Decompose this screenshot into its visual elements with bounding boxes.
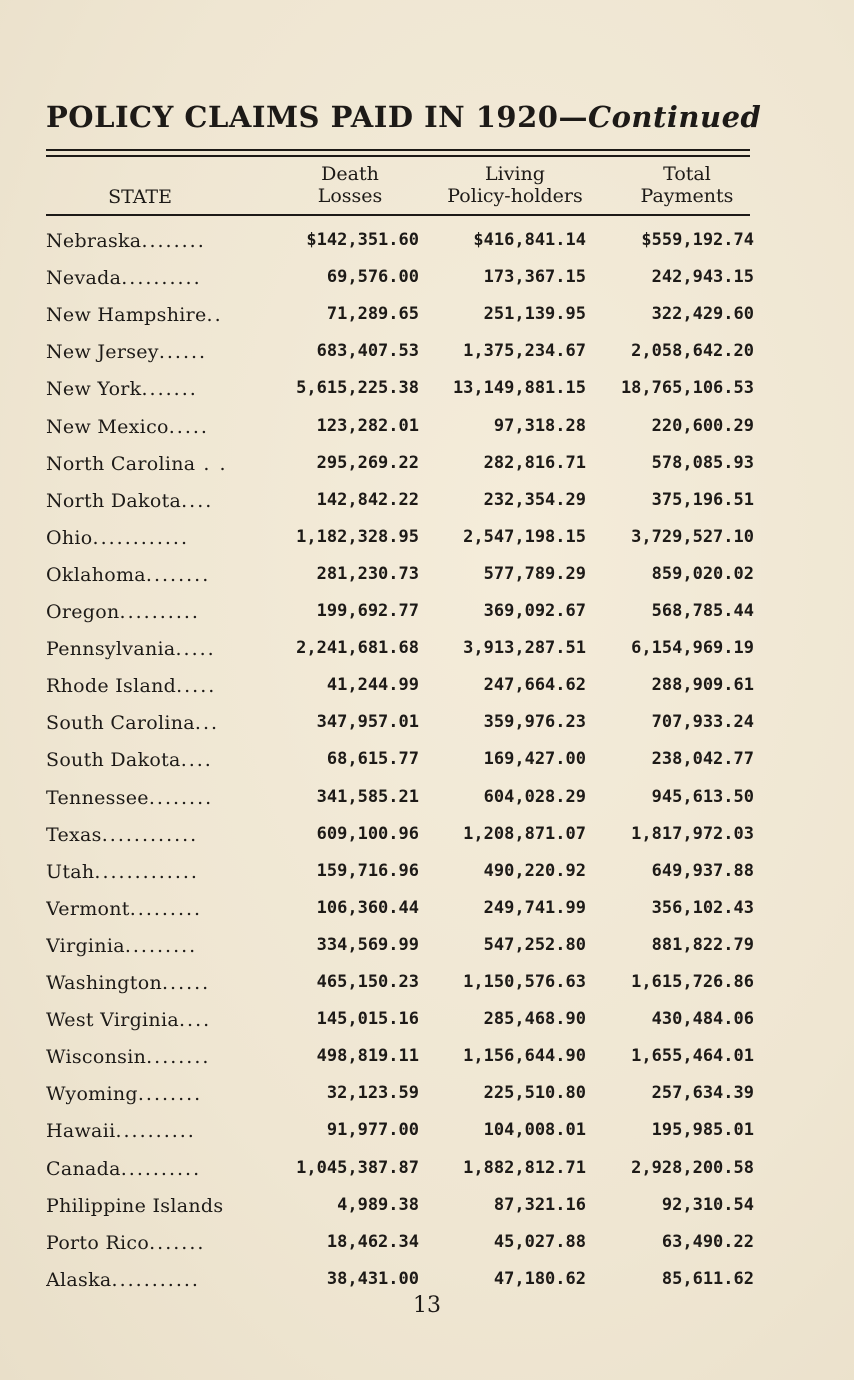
table-row (46, 1232, 758, 1262)
table-row (46, 898, 758, 928)
state-cell (46, 490, 256, 512)
total-payments-cell: 881,822.79 (651, 935, 754, 955)
living-policyholders-cell: 251,139.95 (483, 304, 586, 324)
state-cell (46, 972, 256, 994)
living-policyholders-cell: 232,354.29 (483, 490, 586, 510)
title-main: POLICY CLAIMS PAID IN 1920 (46, 100, 559, 134)
living-policyholders-cell: 3,913,287.51 (463, 638, 586, 658)
state-name: Alaska (46, 1269, 112, 1291)
total-payments-cell: 945,613.50 (651, 787, 754, 807)
state-cell (46, 378, 256, 400)
leader-dots: ......... (129, 898, 203, 920)
state-cell (46, 1158, 256, 1180)
death-losses-cell: 159,716.96 (316, 861, 419, 881)
total-payments-cell: 568,785.44 (651, 601, 754, 621)
total-payments-cell: 6,154,969.19 (631, 638, 754, 658)
living-policyholders-cell: 45,027.88 (493, 1232, 586, 1252)
leader-dots: ........ (141, 230, 206, 252)
death-losses-cell: 32,123.59 (326, 1083, 419, 1103)
state-name: Rhode Island (46, 675, 177, 697)
state-cell (46, 1120, 256, 1142)
total-payments-cell: 257,634.39 (651, 1083, 754, 1103)
header-rule-top-2 (46, 155, 750, 157)
living-policyholders-cell: 490,220.92 (483, 861, 586, 881)
leader-dots: .... (178, 1009, 212, 1031)
total-payments-cell: 220,600.29 (651, 416, 754, 436)
living-policyholders-cell: 369,092.67 (483, 601, 586, 621)
state-name: Oklahoma (46, 564, 146, 586)
table-row (46, 230, 758, 260)
total-payments-cell: 85,611.62 (661, 1269, 754, 1289)
death-losses-cell: 91,977.00 (326, 1120, 419, 1140)
leader-dots: ....... (141, 378, 198, 400)
table-row (46, 490, 758, 520)
table-row (46, 861, 758, 891)
table-row (46, 787, 758, 817)
death-losses-cell: 334,569.99 (316, 935, 419, 955)
living-policyholders-cell: 47,180.62 (493, 1269, 586, 1289)
state-name: Pennsylvania (46, 638, 176, 660)
leader-dots: ... (194, 712, 220, 734)
state-name: New Mexico (46, 416, 169, 438)
living-policyholders-cell: 1,882,812.71 (463, 1158, 586, 1178)
total-payments-cell: 859,020.02 (651, 564, 754, 584)
total-payments-cell: 356,102.43 (651, 898, 754, 918)
leader-dots: ........ (145, 564, 211, 586)
table-row (46, 453, 758, 483)
table-row (46, 267, 758, 297)
state-cell (46, 935, 256, 957)
living-policyholders-cell: 1,156,644.90 (463, 1046, 586, 1066)
living-policyholders-cell: 104,008.01 (483, 1120, 586, 1140)
state-cell (46, 861, 256, 883)
table-row (46, 1083, 758, 1113)
leader-dots: ...... (158, 341, 208, 363)
total-payments-cell: 2,058,642.20 (631, 341, 754, 361)
page-number: 13 (413, 1293, 441, 1318)
leader-dots: ........ (137, 1083, 203, 1105)
state-name: Virginia (46, 935, 125, 957)
header-total-payments (612, 163, 762, 207)
total-payments-cell: 92,310.54 (661, 1195, 754, 1215)
table-row (46, 972, 758, 1002)
table-row (46, 712, 758, 742)
death-losses-cell: 1,045,387.87 (296, 1158, 419, 1178)
leader-dots: ......... (124, 935, 198, 957)
leader-dots: ....... (149, 1232, 206, 1254)
state-name: West Virginia (46, 1009, 179, 1031)
living-policyholders-cell: 282,816.71 (483, 453, 586, 473)
state-cell (46, 787, 256, 809)
header-death-line2: Losses (317, 185, 383, 207)
header-total-line1: Total (663, 163, 711, 185)
death-losses-cell: 145,015.16 (316, 1009, 419, 1029)
state-name: New Jersey (46, 341, 159, 363)
state-cell (46, 1232, 256, 1254)
state-cell (46, 675, 256, 697)
total-payments-cell: 578,085.93 (651, 453, 754, 473)
death-losses-cell: 4,989.38 (337, 1195, 419, 1215)
state-name: Nevada (46, 267, 122, 289)
leader-dots: ........ (146, 1046, 211, 1068)
leader-dots: .......... (120, 1158, 202, 1180)
state-name: Tennessee (46, 787, 149, 809)
total-payments-cell: $559,192.74 (641, 230, 754, 250)
state-cell (46, 1195, 256, 1217)
total-payments-cell: 430,484.06 (651, 1009, 754, 1029)
header-state (60, 186, 220, 208)
living-policyholders-cell: 604,028.29 (483, 787, 586, 807)
state-cell (46, 1083, 256, 1105)
leader-dots: ............. (94, 861, 199, 883)
total-payments-cell: 3,729,527.10 (631, 527, 754, 547)
leader-dots: .... (181, 490, 214, 512)
living-policyholders-cell: 169,427.00 (483, 749, 586, 769)
death-losses-cell: 498,819.11 (316, 1046, 419, 1066)
total-payments-cell: 1,817,972.03 (631, 824, 754, 844)
table-row (46, 378, 758, 408)
death-losses-cell: 106,360.44 (316, 898, 419, 918)
state-cell (46, 712, 256, 734)
leader-dots: .... (180, 749, 213, 771)
table-row (46, 824, 758, 854)
leader-dots: ..... (168, 416, 209, 438)
state-cell (46, 898, 256, 920)
leader-dots: ............ (101, 824, 199, 846)
header-rule-bottom (46, 214, 750, 216)
title-dash: — (558, 100, 588, 134)
death-losses-cell: 295,269.22 (316, 453, 419, 473)
state-cell (46, 267, 256, 289)
table-row (46, 601, 758, 631)
leader-dots: .......... (119, 601, 200, 623)
death-losses-cell: 68,615.77 (326, 749, 419, 769)
living-policyholders-cell: 249,741.99 (483, 898, 586, 918)
state-name: Vermont (46, 898, 130, 920)
header-rule-top (46, 149, 750, 151)
leader-dots: ............ (92, 527, 190, 549)
total-payments-cell: 63,490.22 (661, 1232, 754, 1252)
state-name: Nebraska (46, 230, 142, 252)
table-row (46, 935, 758, 965)
table-row (46, 1195, 758, 1225)
death-losses-cell: 347,957.01 (316, 712, 419, 732)
living-policyholders-cell: 547,252.80 (483, 935, 586, 955)
death-losses-cell: 5,615,225.38 (296, 378, 419, 398)
death-losses-cell: 281,230.73 (316, 564, 419, 584)
leader-dots: . . (195, 453, 228, 475)
total-payments-cell: 1,655,464.01 (631, 1046, 754, 1066)
death-losses-cell: 38,431.00 (326, 1269, 419, 1289)
total-payments-cell: 195,985.01 (651, 1120, 754, 1140)
table-row (46, 564, 758, 594)
living-policyholders-cell: 577,789.29 (483, 564, 586, 584)
header-living-policyholders (430, 163, 600, 207)
living-policyholders-cell: 97,318.28 (493, 416, 586, 436)
living-policyholders-cell: 87,321.16 (493, 1195, 586, 1215)
state-name: New York (46, 378, 142, 400)
death-losses-cell: 2,241,681.68 (296, 638, 419, 658)
header-state-label: STATE (108, 186, 172, 208)
death-losses-cell: 71,289.65 (326, 304, 419, 324)
table-row (46, 749, 758, 779)
state-cell (46, 1009, 256, 1031)
state-name: Oregon (46, 601, 120, 623)
state-name: Hawaii (46, 1120, 116, 1142)
state-name: Wisconsin (46, 1046, 147, 1068)
state-cell (46, 341, 256, 363)
state-cell (46, 601, 256, 623)
living-policyholders-cell: 1,150,576.63 (463, 972, 586, 992)
total-payments-cell: 649,937.88 (651, 861, 754, 881)
state-cell (46, 749, 256, 771)
total-payments-cell: 288,909.61 (651, 675, 754, 695)
leader-dots: .......... (121, 267, 202, 289)
death-losses-cell: 341,585.21 (316, 787, 419, 807)
header-total-line2: Payments (640, 185, 734, 207)
leader-dots: ..... (175, 638, 216, 660)
leader-dots: ........... (111, 1269, 200, 1291)
table-row (46, 304, 758, 334)
death-losses-cell: 465,150.23 (316, 972, 419, 992)
state-name: Ohio (46, 527, 93, 549)
total-payments-cell: 322,429.60 (651, 304, 754, 324)
leader-dots: ........ (148, 787, 214, 809)
death-losses-cell: 142,842.22 (316, 490, 419, 510)
living-policyholders-cell: 225,510.80 (483, 1083, 586, 1103)
total-payments-cell: 242,943.15 (651, 267, 754, 287)
state-cell (46, 416, 256, 438)
state-name: Utah (46, 861, 95, 883)
death-losses-cell: 683,407.53 (316, 341, 419, 361)
leader-dots: .......... (115, 1120, 196, 1142)
total-payments-cell: 2,928,200.58 (631, 1158, 754, 1178)
table-row (46, 1158, 758, 1188)
living-policyholders-cell: 285,468.90 (483, 1009, 586, 1029)
living-policyholders-cell: 1,375,234.67 (463, 341, 586, 361)
total-payments-cell: 18,765,106.53 (620, 378, 754, 398)
table-row (46, 341, 758, 371)
state-name: New Hampshire (46, 304, 207, 326)
total-payments-cell: 375,196.51 (651, 490, 754, 510)
table-row (46, 527, 758, 557)
death-losses-cell: 123,282.01 (316, 416, 419, 436)
death-losses-cell: 609,100.96 (316, 824, 419, 844)
death-losses-cell: 41,244.99 (326, 675, 419, 695)
total-payments-cell: 707,933.24 (651, 712, 754, 732)
table-row (46, 416, 758, 446)
state-name: North Carolina (46, 453, 196, 475)
living-policyholders-cell: 13,149,881.15 (452, 378, 586, 398)
leader-dots: ..... (176, 675, 217, 697)
table-row (46, 1120, 758, 1150)
header-death-losses (285, 163, 415, 207)
table-row (46, 1046, 758, 1076)
total-payments-cell: 1,615,726.86 (631, 972, 754, 992)
state-cell (46, 453, 256, 475)
state-name: South Carolina (46, 712, 195, 734)
header-living-line2: Policy-holders (447, 185, 583, 207)
state-cell (46, 230, 256, 252)
state-cell (46, 1046, 256, 1068)
table-row (46, 675, 758, 705)
death-losses-cell: 69,576.00 (326, 267, 419, 287)
death-losses-cell: 199,692.77 (316, 601, 419, 621)
state-cell (46, 527, 256, 549)
state-cell (46, 638, 256, 660)
death-losses-cell: 18,462.34 (326, 1232, 419, 1252)
leader-dots: ...... (161, 972, 211, 994)
table-row (46, 1009, 758, 1039)
state-name: Porto Rico (46, 1232, 150, 1254)
state-name: Texas (46, 824, 102, 846)
leader-dots: .. (206, 304, 223, 326)
state-name: Philippine Islands (46, 1195, 224, 1217)
state-name: North Dakota (46, 490, 182, 512)
state-name: Canada (46, 1158, 121, 1180)
state-cell (46, 1269, 256, 1291)
living-policyholders-cell: 247,664.62 (483, 675, 586, 695)
living-policyholders-cell: 1,208,871.07 (463, 824, 586, 844)
header-death-line1: Death (321, 163, 379, 185)
state-name: Wyoming (46, 1083, 138, 1105)
living-policyholders-cell: 173,367.15 (483, 267, 586, 287)
living-policyholders-cell: $416,841.14 (473, 230, 586, 250)
state-cell (46, 824, 256, 846)
total-payments-cell: 238,042.77 (651, 749, 754, 769)
living-policyholders-cell: 359,976.23 (483, 712, 586, 732)
page-title (46, 100, 766, 134)
state-name: South Dakota (46, 749, 181, 771)
table-row (46, 638, 758, 668)
state-cell (46, 304, 256, 326)
title-continued: Continued (587, 100, 762, 134)
state-cell (46, 564, 256, 586)
living-policyholders-cell: 2,547,198.15 (463, 527, 586, 547)
state-name: Washington (46, 972, 162, 994)
death-losses-cell: 1,182,328.95 (296, 527, 419, 547)
death-losses-cell: $142,351.60 (306, 230, 419, 250)
header-living-line1: Living (485, 163, 545, 185)
